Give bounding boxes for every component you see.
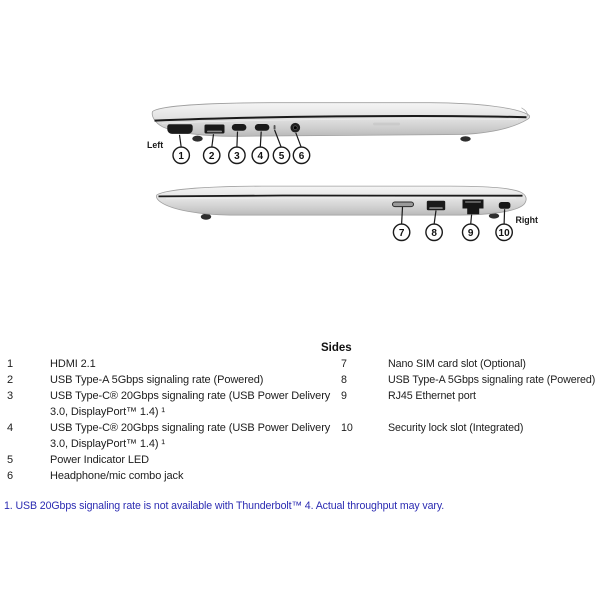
footnote: 1. USB 20Gbps signaling rate is not available with Thunderbolt™ 4. Actual throughput may vary.	[4, 500, 445, 512]
right-view-label: Right	[515, 215, 538, 225]
table-row	[7, 452, 341, 468]
callout-5-number: 5	[278, 150, 285, 162]
callout-leader	[471, 215, 472, 225]
row-number: 1	[7, 358, 14, 370]
callout-2	[204, 147, 220, 163]
row-number: 6	[7, 470, 14, 482]
row-number: 5	[7, 454, 14, 466]
row-description: USB Type-A 5Gbps signaling rate (Powered)	[388, 374, 596, 386]
callout-4-number: 4	[257, 150, 264, 162]
callout-10	[496, 224, 512, 240]
logo-emboss	[373, 123, 400, 126]
callout-10-number: 10	[498, 227, 510, 239]
callout-5	[273, 147, 289, 163]
nano-sim-slot	[393, 202, 414, 207]
headphone-jack-hole	[293, 126, 297, 130]
lid-seam	[159, 195, 523, 196]
row-description: USB Type-C® 20Gbps signaling rate (USB Power Delivery 3.0, DisplayPort™ 1.4) ¹	[50, 390, 331, 418]
callout-leader	[237, 132, 238, 148]
security-lock-slot	[499, 202, 511, 209]
row-number: 8	[341, 374, 347, 386]
row-description: Headphone/mic combo jack	[50, 470, 184, 482]
row-number: 3	[7, 390, 14, 402]
callout-leader	[212, 134, 214, 147]
callout-6	[293, 147, 309, 163]
callout-7-number: 7	[398, 227, 405, 239]
callout-3-number: 3	[234, 150, 240, 162]
table-row	[341, 356, 599, 372]
callout-9	[463, 224, 479, 240]
callout-8	[426, 224, 442, 240]
row-number: 10	[341, 422, 353, 434]
row-description: Nano SIM card slot (Optional)	[388, 358, 526, 370]
usb-c-port	[232, 124, 247, 131]
left-side-view	[147, 103, 530, 164]
table-row	[7, 468, 341, 484]
callout-1-number: 1	[178, 150, 184, 162]
row-number: 7	[341, 358, 347, 370]
hdmi-port	[167, 124, 192, 134]
rubber-foot	[489, 213, 499, 218]
table-row	[341, 372, 599, 388]
sides-table-left-column	[7, 356, 341, 484]
row-description: Security lock slot (Integrated)	[388, 422, 524, 434]
row-description: USB Type-A 5Gbps signaling rate (Powered)	[50, 374, 264, 386]
callout-3	[229, 147, 245, 163]
rubber-foot	[460, 136, 470, 141]
callout-7	[393, 224, 409, 240]
usb-c-port	[255, 124, 270, 131]
table-row	[341, 420, 599, 436]
row-description: USB Type-C® 20Gbps signaling rate (USB Power Delivery 3.0, DisplayPort™ 1.4) ¹	[50, 422, 331, 450]
table-row	[341, 388, 599, 404]
laptop-sides-diagram	[0, 0, 600, 280]
rj45-pins	[465, 201, 481, 203]
sides-table-right-column	[341, 356, 599, 436]
callout-9-number: 9	[467, 227, 474, 239]
sides-table-title: Sides	[321, 342, 352, 354]
table-row	[7, 420, 341, 452]
row-number: 4	[7, 422, 14, 434]
right-side-view	[156, 186, 538, 240]
rubber-foot	[201, 214, 211, 220]
rubber-foot	[192, 136, 202, 142]
row-number: 9	[341, 390, 347, 402]
callout-1	[173, 147, 189, 163]
callout-4	[252, 147, 268, 163]
power-led	[274, 125, 276, 130]
table-row	[7, 372, 341, 388]
row-description: RJ45 Ethernet port	[388, 390, 476, 402]
row-description: HDMI 2.1	[50, 358, 96, 370]
callout-leader	[504, 209, 505, 224]
left-view-label: Left	[147, 140, 164, 150]
row-description: Power Indicator LED	[50, 454, 149, 466]
callout-8-number: 8	[431, 227, 437, 239]
usb-a-tongue	[429, 207, 443, 209]
callout-6-number: 6	[298, 150, 305, 162]
row-number: 2	[7, 374, 14, 386]
table-row	[7, 356, 341, 372]
table-row	[7, 388, 341, 420]
callout-leader	[180, 135, 182, 147]
usb-a-tongue	[207, 131, 222, 133]
callout-2-number: 2	[208, 150, 215, 162]
